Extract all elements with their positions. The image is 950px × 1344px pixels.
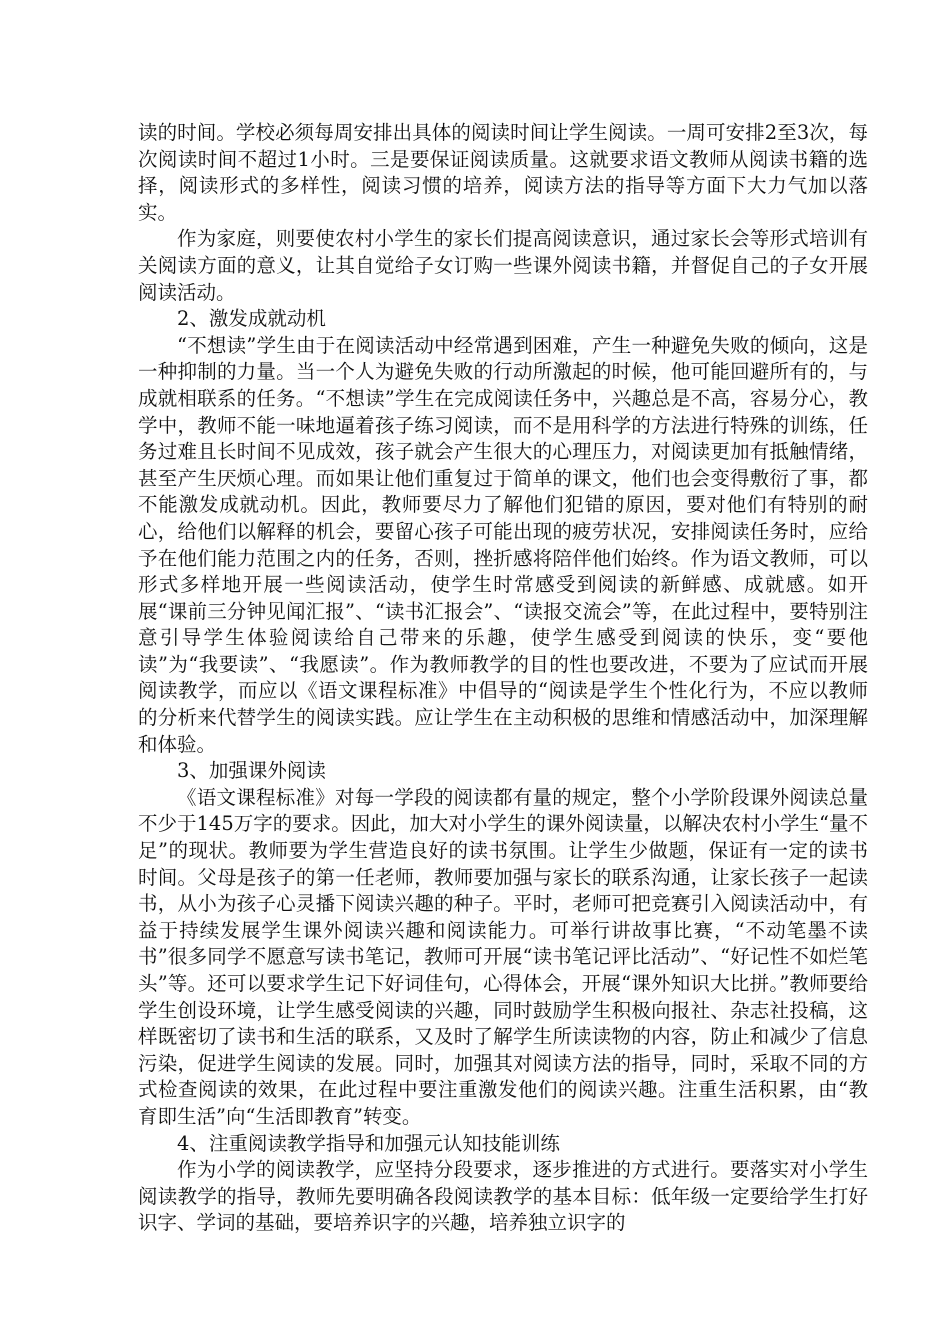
paragraph-family-role: 作为家庭，则要使农村小学生的家长们提高阅读意识，通过家长会等形式培训有关阅读方面的意义，让其自觉给子女订购一些课外阅读书籍，并督促自己的子女开展阅读活动。 [138,227,868,304]
paragraph-reading-time: 读的时间。学校必须每周安排出具体的阅读时间让学生阅读。一周可安排2至3次，每次阅读时间不超过1小时。三是要保证阅读质量。这就要求语文教师从阅读书籍的选择，阅读形式的多样性，阅读习惯的培养，阅读方法的指导等方面下大力气加以落实。 [138,121,868,224]
paragraph-extracurricular-reading: 《语文课程标准》对每一学段的阅读都有量的规定，整个小学阶段课外阅读总量不少于145万字的要求。因此，加大对小学生的课外阅读量，以解决农村小学生“量不足”的现状。教师要为学生营造良好的读书氛围。让学生少做题，保证有一定的读书时间。父母是孩子的第一任老师，教师要加强与家长的联系沟通，让家长孩子一起读书，从小为孩子心灵播下阅读兴趣的种子。平时，老师可把竞赛引入阅读活动中，有益于持续发展学生课外阅读兴趣和阅读能力。可举行讲故事比赛，“不动笔墨不读书”很多同学不愿意写读书笔记，教师可开展“读书笔记评比活动”、“好记性不如烂笔头”等。还可以要求学生记下好词佳句，心得体会，开展“课外知识大比拼。”教师要给学生创设环境，让学生感受阅读的兴趣，同时鼓励学生积极向报社、杂志社投稿，这样既密切了读书和生活的联系，又及时了解学生所读读物的内容，防止和减少了信息污染，促进学生阅读的发展。同时，加强其对阅读方法的指导，同时，采取不同的方式检查阅读的效果，在此过程中要注重激发他们的阅读兴趣。注重生活积累，由“教育即生活”向“生活即教育”转变。 [138,785,868,1128]
document-body [138,120,868,1237]
paragraph-achievement-motivation: “不想读”学生由于在阅读活动中经常遇到困难，产生一种避免失败的倾向，这是一种抑制的力量。当一个人为避免失败的行动所激起的时候，他可能回避所有的，与成就相联系的任务。“不想读”学生在完成阅读任务中，兴趣总是不高，容易分心，教学中，教师不能一味地逼着孩子练习阅读，而不是用科学的方法进行特殊的训练，任务过难且长时间不见成效，孩子就会产生很大的心理压力，对阅读更加有抵触情绪，甚至产生厌烦心理。而如果让他们重复过于简单的课文，他们也会变得敷衍了事，都不能激发成就动机。因此，教师要尽力了解他们犯错的原因，要对他们有特别的耐心，给他们以解释的机会，要留心孩子可能出现的疲劳状况，安排阅读任务时，应给予在他们能力范围之内的任务，否则，挫折感将陪伴他们始终。作为语文教师，可以形式多样地开展一些阅读活动，使学生时常感受到阅读的新鲜感、成就感。如开展“课前三分钟见闻汇报”、“读书汇报会”、“读报交流会”等，在此过程中，要特别注意引导学生体验阅读给自己带来的乐趣，使学生感受到阅读的快乐，变“要他读”为“我要读”、“我愿读”。作为教师教学的目的性也要改进，不要为了应试而开展阅读教学，而应以《语文课程标准》中倡导的“阅读是学生个性化行为，不应以教师的分析来代替学生的阅读实践。应让学生在主动积极的思维和情感活动中，加深理解和体验。 [138,333,868,756]
paragraph-reading-instruction: 作为小学的阅读教学，应坚持分段要求，逐步推进的方式进行。要落实对小学生阅读教学的指导，教师先要明确各段阅读教学的基本目标：低年级一定要给学生打好识字、学词的基础，要培养识字的兴趣，培养独立识字的 [138,1158,868,1235]
section-heading-reading-instruction: 4、注重阅读教学指导和加强元认知技能训练 [177,1131,560,1155]
section-heading-extracurricular-reading: 3、加强课外阅读 [177,759,326,783]
section-heading-achievement-motivation: 2、激发成就动机 [177,307,326,331]
